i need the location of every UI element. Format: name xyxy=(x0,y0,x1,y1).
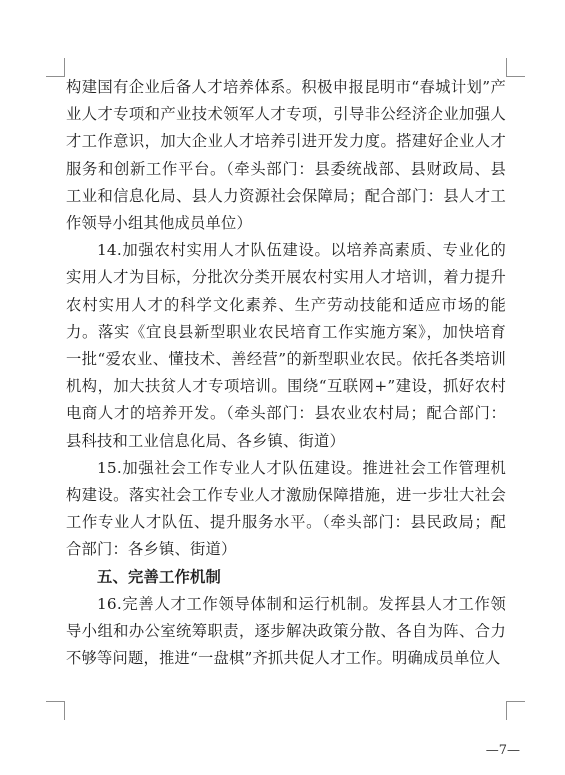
paragraph-continuation: 构建国有企业后备人才培养体系。积极申报昆明市“春城计划”产业人才专项和产业技术领军人才专项，引导非公经济企业加强人才工作意识，加大企业人才培养引进开发力度。搭建好企业人才服务和创新工作平台。（牵头部门：县委统战部、县财政局、县工业和信息化局、县人力资源社会保障局；配合部门：县人才工作领导小组其他成员单位） xyxy=(66,78,506,233)
section-heading: 五、完善工作机制 xyxy=(97,567,221,586)
crop-mark-bottom-left xyxy=(46,701,65,720)
document-body xyxy=(66,74,506,672)
crop-mark-bottom-right xyxy=(506,701,525,720)
crop-mark-top-left xyxy=(46,58,65,77)
paragraph-item-15: 15.加强社会工作专业人才队伍建设。推进社会工作管理机构建设。落实社会工作专业人才激励保障措施，进一步壮大社会工作专业人才队伍、提升服务水平。（牵头部门：县民政局；配合部门：各乡镇、街道） xyxy=(66,458,506,559)
paragraph-item-16: 16.完善人才工作领导体制和运行机制。发挥县人才工作领导小组和办公室统筹职责，逐步解决政策分散、各自为阵、合力不够等问题，推进“一盘棋”齐抓共促人才工作。明确成员单位人 xyxy=(66,594,506,668)
paragraph-item-14: 14.加强农村实用人才队伍建设。以培养高素质、专业化的实用人才为目标，分批次分类开展农村实用人才培训，着力提升农村实用人才的科学文化素养、生产劳动技能和适应市场的能力。落实《宜良县新型职业农民培育工作实施方案》，加快培育一批“爱农业、懂技术、善经营”的新型职业农民。依托各类培训机构，加大扶贫人才专项培训。围绕“互联网+”建设，抓好农村电商人才的培养开发。（牵头部门：县农业农村局；配合部门：县科技和工业信息化局、各乡镇、街道） xyxy=(66,241,506,450)
page-number: —7— xyxy=(485,743,520,758)
crop-mark-top-right xyxy=(506,58,525,77)
